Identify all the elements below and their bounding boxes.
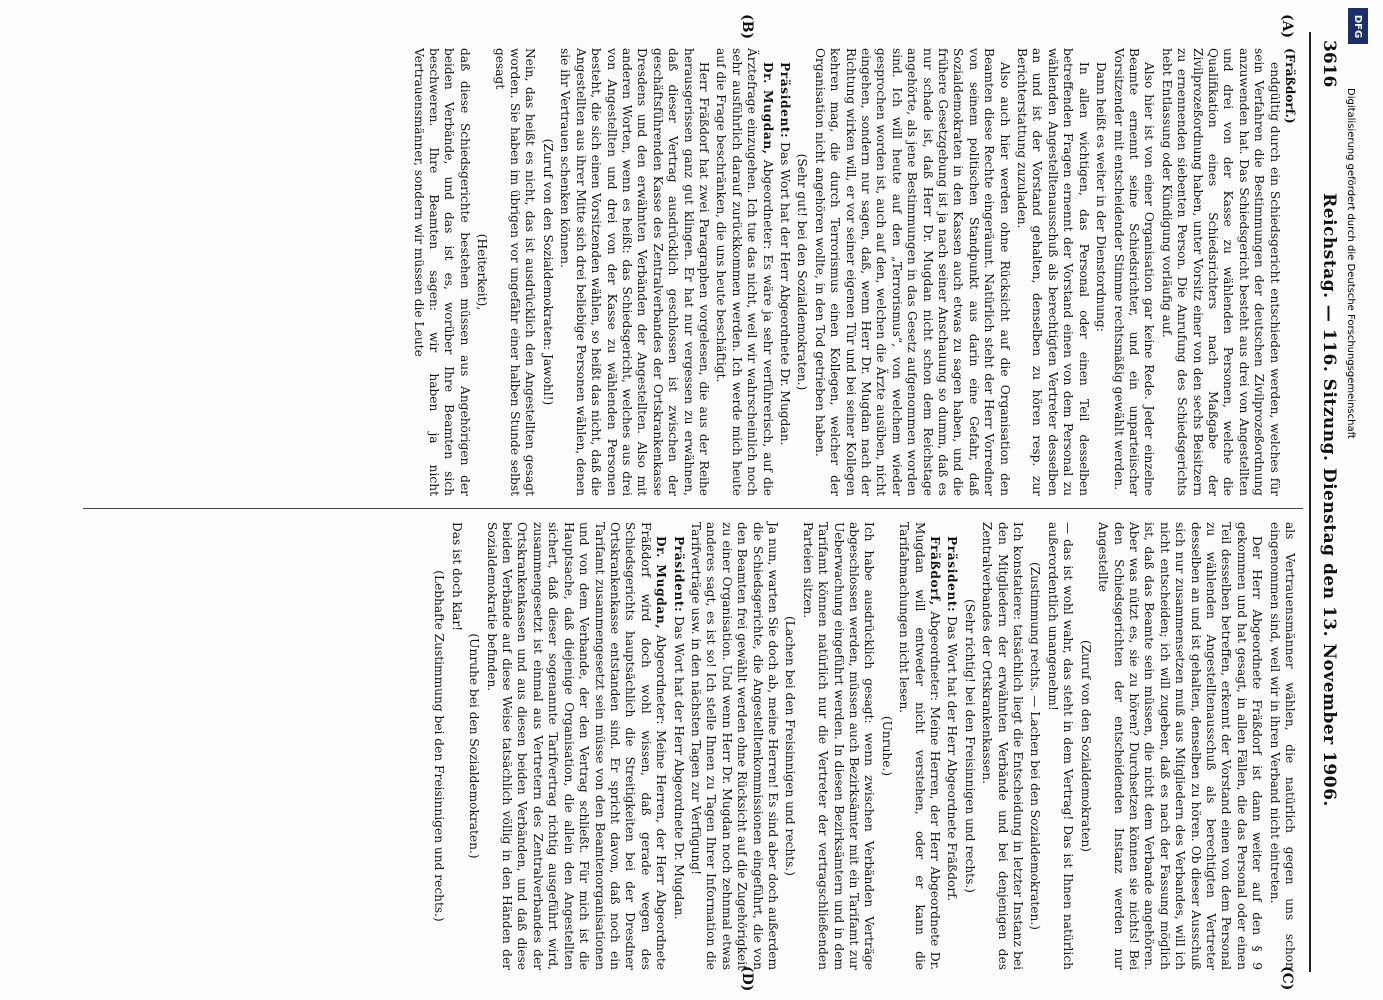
quoted-paragraph: In allen wichtigen, das Personal oder einen Teil desselben betreffenden Fragen ernennt der Vorstand einen von dem Personal zu wählenden Angestelltenausschuß als berechtigten Vertreter desselben an und ist der Vorstand gehalten, denselben zu hören resp. zur Berichterstattung zuzuladen. (1015, 48, 1091, 496)
paragraph: Nein, das heißt es nicht, das ist ausdrücklich den Angestellten gesagt worden. Sie haben im übrigen vor ungefähr einer halben Stunde selbst gesagt (492, 48, 538, 496)
interjection: (Sehr richtig! bei den Freisinnigen und rechts.) (962, 599, 977, 893)
column-divider (83, 508, 1303, 509)
paragraph (670, 522, 685, 970)
speaker-label: Präsident: (671, 536, 686, 613)
speech-text: Abgeordneter: Meine Herren, der Herr Abgeordnete Fräßdorf wird doch wohl wissen, daß gerade wegen des Schiedsgerichts hauptsächlich die Streitigkeiten bei der Dresdner Ortskrankenkasse entstanden sind. Er spricht davon, daß noch ein Tarifamt zusammengesetzt sein müsse von den Beamtenorganisationen und von dem Verbande, der den Vertrag schließt. Für mich ist die Hauptsache, daß diejenige Organisation, die allein den Angestellten sichert, daß dieser sogenannte Tarifvertrag richtig ausgeführt wird, zusammengesetzt ist einmal aus Vertretern des Zentralverbandes der Ortskrankenkassen und aus diesen beiden Verbänden, und daß diese beiden Verbände auf diese Weise tatsächlich völlig in den Händen der Sozialdemokratie befinden. (484, 522, 669, 971)
interjection: (Lebhafte Zustimmung bei den Freisinnigen und rechts.) (432, 570, 447, 922)
speech-text: Abgeordneter: Es wäre ja sehr verführerisch, auf die Ärztefrage einzugehen. Ich tue das nicht, weil wir wahrscheinlich noch sehr ausführlich darauf zurückkommen werden. Ich werde mich heute auf die Frage beschränken, die uns heute beschäftigt. (714, 48, 775, 496)
paragraph: Also hier ist von einer Organisation gar keine Rede. Jeder einzelne Beamte ernennt seine Schiedsrichter, und ein unparteiischer Vorsitzender mit entscheidender Stimme rechtsmäßig gewählt werden. (1111, 48, 1157, 496)
badge-text: DFG (1352, 14, 1364, 38)
paragraph (777, 48, 792, 496)
running-title: Reichstag. — 116. Sitzung. Dienstag den 13. November 1906. (1319, 193, 1339, 807)
header-rule (1309, 32, 1311, 972)
interjection: (Zuruf von den Sozialdemokraten: Jawohl!) (540, 138, 555, 406)
paragraph: — das ist wohl wahr, das steht in dem Vertrag! Das ist Ihnen natürlich außerordentlich unangenehm! (1045, 522, 1076, 970)
interjection: (Lachen bei den Freisinnigen und rechts.) (783, 616, 798, 876)
speech-text: Das Wort hat der Herr Abgeordnete Fräßdorf. (945, 616, 960, 902)
left-column (408, 48, 1297, 496)
dfg-logo-badge (1348, 8, 1368, 44)
speaker-tag: (Fräßdorf.) (1283, 48, 1297, 124)
interjection: (Heiterkeit), (475, 233, 490, 311)
paragraph: Ja nun, warten Sie doch ab, meine Herren! Es sind aber doch außerdem die Schiedsgerichte, die Angestelltenkommissionen eingeführt, die von den Beamten frei gewählt werden ohne Rücksicht auf die Zugehörigkeit zu einer Organisation. Und wenn Herr Dr. Mugdan noch zehnmal etwas anderes sagt, es ist so! Ich stelle Ihnen zu Tagen Ihrer Information die Tarifverträge usw. in den nächsten Tagen zur Verfügung! (688, 522, 780, 970)
interjection: (Zuruf von den Sozialdemokraten) (1078, 639, 1093, 853)
speaker-label: Fräßdorf, (928, 536, 943, 606)
rotated-page-content (55, 0, 1345, 1000)
margin-marker-b: (B) (739, 14, 755, 40)
interjection: (Unruhe bei den Sozialdemokraten.) (467, 633, 482, 859)
digitization-credit: Digitalisierung gefördert durch die Deutsche Forschungsgemeinschaft (1345, 88, 1356, 439)
right-column (429, 522, 1297, 970)
interjection: (Sehr gut! bei den Sozialdemokraten.) (795, 153, 810, 391)
margin-marker-c: (C) (1279, 966, 1295, 991)
paragraph: Ich habe ausdrücklich gesagt: wenn zwischen Verbänden Verträge abgeschlossen werden, müssen auch Bezirksämter mit ein Tarifamt zur Ueberwachung eingeführt werden. In diesen Bezirksämtern und in dem Tarifamt können natürlich nur die Vertreter der vertragschließenden Parteien sitzen. (800, 522, 877, 970)
paragraph: Dann heißt es weiter in der Dienstordnung: (1094, 62, 1109, 332)
speaker-label: Dr. Mugdan, (760, 62, 775, 155)
paragraph: Herr Fräßdorf hat zwei Paragraphen vorgelesen, die aus der Reihe herausgerissen ganz gut klingen. Er hat nur vergessen zu erwähnen, daß dieser Vertrag ausdrücklich geschlossen ist zwischen der geschäftsführenden Kasse des Zentralverbandes der Ortskrankenkasse Dresdens und den erwähnten Verbänden der Angestellten. Also mit anderen Worten, wenn es heißt: das Schiedsgericht, welches aus drei von Angestellten und drei von der Kasse zu wählenden Personen besteht, die sich einen Vorsitzenden wählen, so heißt das nicht, daß die Angestellten aus ihrer Mitte sich drei beliebige Personen wählen, denen sie ihr Vertrauen schenken können. (558, 48, 711, 496)
speech-text: Das Wort hat der Herr Abgeordnete Dr. Mugdan. (671, 616, 686, 920)
interjection: (Unruhe.) (879, 715, 894, 777)
speaker-label: Präsident: (945, 536, 960, 613)
paragraph: daß diese Schiedsgerichte bestehen müssen aus Angehörigen der beiden Verbände, und das ist es, worüber Ihre Beamten sich beschweren. Ihre Beamten sagen: wir haben ja nicht Vertrauensmänner, sondern wir müssen die Leute (411, 48, 472, 496)
paragraph (483, 522, 668, 970)
paragraph (944, 522, 959, 970)
paragraph: Das ist doch klar! (449, 522, 464, 632)
paragraph: Der Herr Abgeordnete Fräßdorf ist dann weiter auf den § 9 gekommen und hat gesagt, in allen Fällen, die das Personal oder einen Teil desselben betreffen, erkennt der Vorstand einen von dem Personal zu wählenden Angestelltenausschuß als berechtigten Vertreter desselben an und ist gehalten, denselben zu hören. Ob dieser Ausschuß sich nur zusammensetzen muß aus Mitgliedern des Verbandes, will ich nicht entscheiden; ich will zugeben, daß es nach der Fassung möglich ist, daß das Beamte sein müssen, die nicht dem Verbande angehören. Aber was nützt es, sie zu hören? Durchsetzen können sie nichts! Bei den Schiedsgerichten der entscheidenden Instanz werden nur Angestellte (1096, 522, 1265, 970)
speech-text: Abgeordneter: Meine Herren, der Herr Abgeordnete Dr. Mugdan will entweder nicht verstehen, oder er kann die Tarifabmachungen nicht lesen. (897, 522, 943, 971)
interjection: (Zustimmung rechts. — Lachen bei den Sozialdemokraten.) (1028, 562, 1043, 930)
speaker-label: Dr. Mugdan, (654, 536, 669, 630)
margin-marker-a: (A) (1279, 14, 1295, 39)
margin-marker-d: (D) (739, 966, 755, 992)
speech-text: Das Wort hat der Herr Abgeordnete Dr. Mugdan. (778, 142, 792, 446)
paragraph: Ich konstatiere: tatsächlich liegt die Entscheidung in letzter Instanz bei den Mitgliedern der erwähnten Verbände und bei denjenigen des Zentralverbandes der Ortskrankenkassen. (980, 522, 1026, 970)
paragraph (713, 48, 775, 496)
page-number: 3616 (1319, 40, 1339, 88)
speaker-label: Präsident: (778, 62, 792, 139)
paragraph: endgültig durch ein Schiedsgericht entschieden werden, welches für sein Verfahren die Bestimmungen der deutschen Zivilprozeßordnung anzuwenden hat. Das Schiedsgericht besteht aus drei von Angestellten und drei von der Kasse zu wählenden Personen, welche die Qualifikation eines Schiedsrichters nach Maßgabe der Zivilprozeßordnung haben, unter Vorsitz einer von den sechs Beisitzern zu ernennenden siebenten Person. Die Anrufung des Schiedsgerichts hebt Entlassung oder Kündigung vorläufig auf. (1159, 48, 1282, 496)
paragraph: Also auch hier werden ohne Rücksicht auf die Organisation den Beamten diese Rechte eingeräumt. Natürlich steht der Herr Vorredner von seinem politischen Standpunkt aus darin eine Gefahr, daß Sozialdemokraten in den Kassen auch etwas zu sagen haben, und die frühere Gesetzgebung ist ja nach seiner Anschauung so dumm, daß es nur schade ist, daß Herr Dr. Mugdan nicht schon dem Reichstage angehörte, als jene Bestimmungen in das Gesetz aufgenommen worden sind. Ich will heute auf den „Terrorismus“, von welchem wieder gesprochen worden ist, auch auf den, welchen die Ärzte ausüben, nicht eingehen, sondern nur sagen, daß, wenn Herr Dr. Mugdan nach der Richtung wirken will, er vor seiner eigenen Tür und bei seiner Kollegen kehren mag, die durch Terrorismus einen Kollegen, welcher der Organisation nicht angehören wollte, in den Tod getrieben haben. (812, 48, 1012, 496)
paragraph (896, 522, 942, 970)
paragraph: als Vertrauensmänner wählen, die natürlich gegen uns schon eingenommen sind, weil wir in ihren Verband nicht eintreten. (1267, 522, 1297, 970)
